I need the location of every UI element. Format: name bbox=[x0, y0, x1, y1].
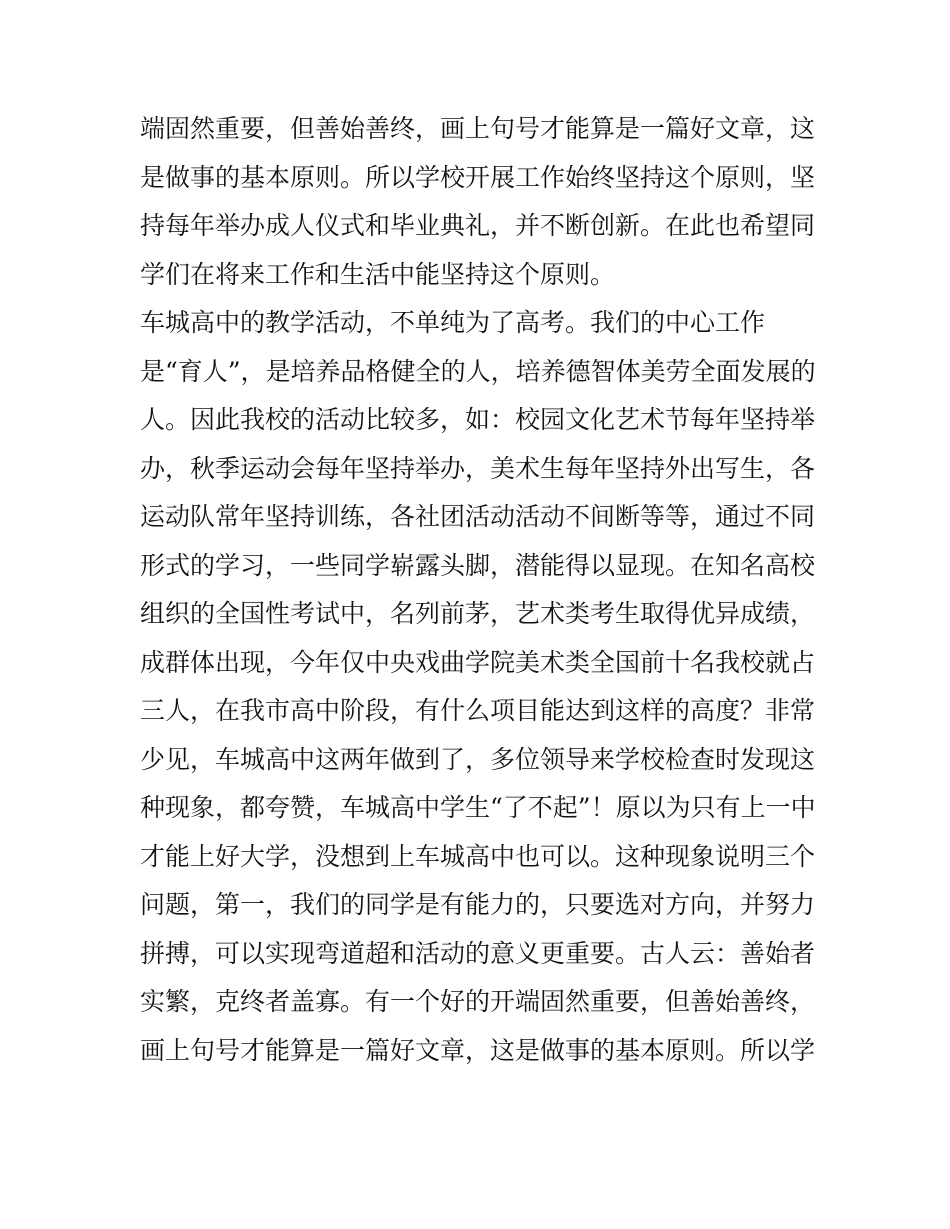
text-line: 画上句号才能算是一篇好文章，这是做事的基本原则。所以学 bbox=[140, 1035, 816, 1065]
text-line: 实繁，克终者盖寡。有一个好的开端固然重要，但善始善终， bbox=[140, 987, 816, 1016]
text-line: 车城高中的教学活动，不单纯为了高考。我们的中心工作 bbox=[140, 308, 766, 337]
text-line: 端固然重要，但善始善终，画上句号才能算是一篇好文章，这 bbox=[140, 114, 816, 143]
text-line: 形式的学习，一些同学崭露头脚，潜能得以显现。在知名高校 bbox=[140, 550, 816, 580]
text-line: 三人，在我市高中阶段，有什么项目能达到这样的高度？非常 bbox=[140, 696, 816, 725]
text-line: 问题，第一，我们的同学是有能力的，只要选对方向，并努力 bbox=[140, 890, 816, 919]
text-line: 办，秋季运动会每年坚持举办，美术生每年坚持外出写生，各 bbox=[140, 453, 816, 483]
text-line: 组织的全国性考试中，名列前茅，艺术类考生取得优异成绩， bbox=[140, 599, 816, 628]
text-line: 才能上好大学，没想到上车城高中也可以。这种现象说明三个 bbox=[140, 841, 816, 871]
body-text bbox=[140, 105, 820, 1075]
text-line: 拼搏，可以实现弯道超和活动的意义更重要。古人云：善始者 bbox=[140, 938, 816, 968]
text-line: 运动队常年坚持训练，各社团活动活动不间断等等，通过不同 bbox=[140, 502, 816, 531]
text-line: 人。因此我校的活动比较多，如：校园文化艺术节每年坚持举 bbox=[140, 405, 816, 434]
text-line: 持每年举办成人仪式和毕业典礼，并不断创新。在此也希望同 bbox=[140, 211, 816, 240]
text-line: 是“育人”，是培养品格健全的人，培养德智体美劳全面发展的 bbox=[140, 356, 816, 386]
text-line: 学们在将来工作和生活中能坚持这个原则。 bbox=[140, 259, 616, 289]
text-line: 是做事的基本原则。所以学校开展工作始终坚持这个原则，坚 bbox=[140, 162, 816, 192]
text-line: 成群体出现，今年仅中央戏曲学院美术类全国前十名我校就占 bbox=[140, 647, 816, 677]
text-line: 少见，车城高中这两年做到了，多位领导来学校检查时发现这 bbox=[140, 744, 816, 774]
text-line: 种现象，都夸赞，车城高中学生“了不起”！原以为只有上一中 bbox=[140, 793, 816, 822]
